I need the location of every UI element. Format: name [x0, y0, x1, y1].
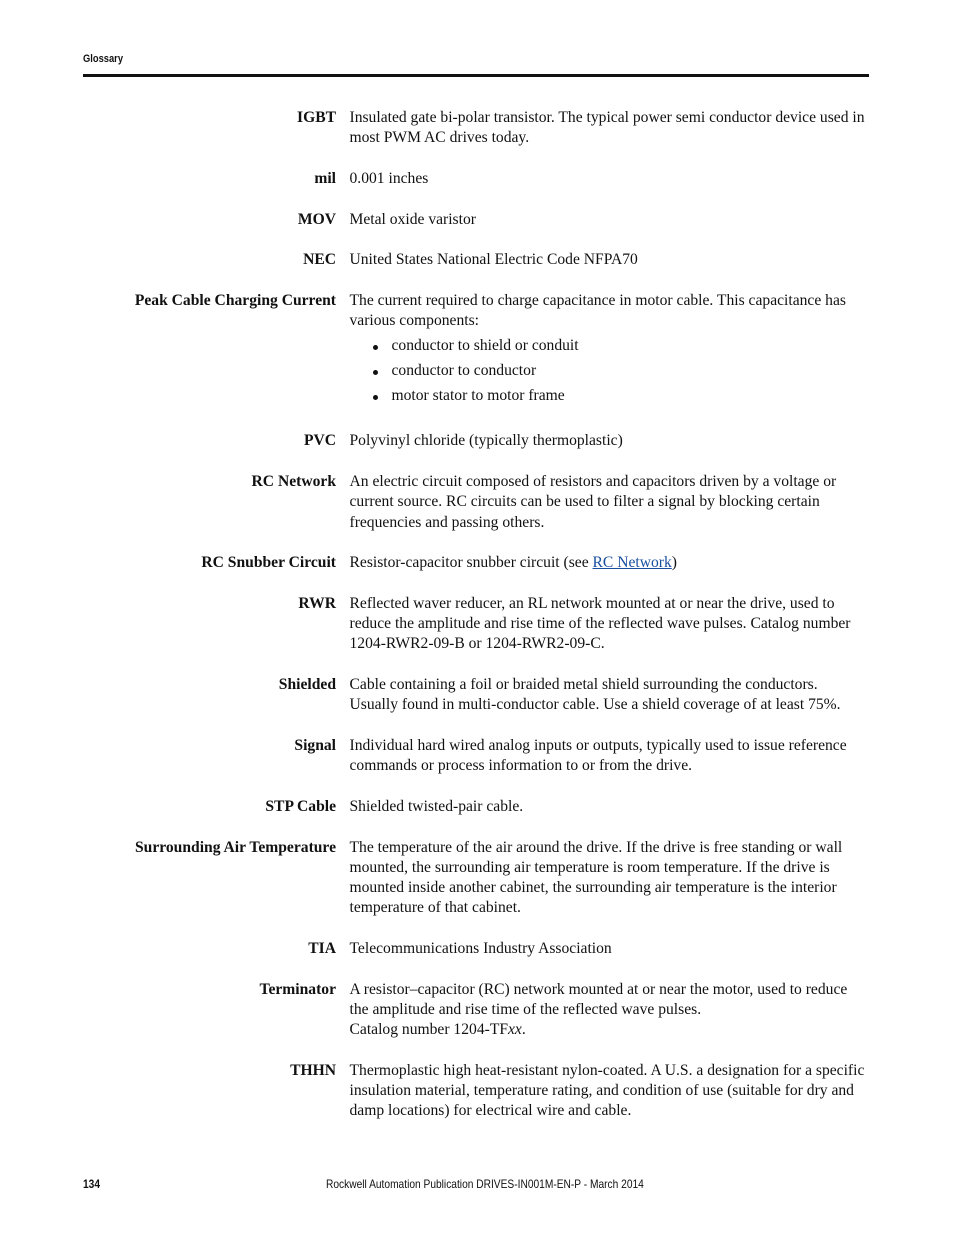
glossary-definition: The temperature of the air around the drive. If the drive is free standing or wall mounted, the surrounding air temperature is room temperature. If the drive is mounted inside another cabinet, the surrounding air temperature is the interior temperature of that cabinet. [349, 838, 843, 917]
bullet-icon [373, 370, 378, 375]
glossary-entry [83, 210, 869, 230]
glossary-term: Signal [294, 736, 336, 754]
glossary-term: STP Cable [265, 797, 336, 815]
glossary-term: PVC [303, 432, 336, 450]
glossary-entry [83, 594, 869, 655]
glossary-definition [350, 291, 869, 411]
glossary-entry [83, 169, 869, 189]
glossary-definition: Insulated gate bi-polar transistor. The typical power semi conductor device used in most PWM AC drives today. [349, 109, 865, 147]
glossary-entry [83, 939, 869, 959]
glossary-entry [83, 797, 869, 817]
glossary-definition [350, 553, 869, 573]
glossary-definition [350, 980, 869, 1041]
glossary-term: mil [314, 169, 336, 187]
glossary-definition: Thermoplastic high heat-resistant nylon-coated. A U.S. a designation for a specific insulation material, temperature rating, and condition of use (suitable for dry and damp locations) for electrical wire and cable. [349, 1061, 865, 1120]
glossary-entry [83, 736, 869, 776]
glossary-entry [83, 1061, 869, 1122]
bullet-icon [373, 395, 378, 400]
definition-text: Resistor-capacitor snubber circuit (see [349, 554, 593, 572]
glossary-entry [83, 838, 869, 919]
glossary-definition: United States National Electric Code NFPA70 [349, 251, 638, 269]
glossary-definition: Cable containing a foil or braided metal shield surrounding the conductors. Usually found in multi-conductor cable. Use a shield coverage of at least 75%. [349, 676, 841, 714]
glossary-definition: An electric circuit composed of resistors and capacitors driven by a voltage or current source. RC circuits can be used to filter a signal by blocking certain frequencies and passing others. [349, 473, 837, 531]
page-number: 134 [83, 1177, 101, 1191]
glossary-entry [83, 291, 869, 411]
glossary-entry [83, 250, 869, 270]
catalog-prefix: Catalog number 1204-TF [349, 1020, 509, 1038]
header-rule [83, 74, 869, 77]
glossary-list [83, 108, 869, 1142]
glossary-term: THHN [290, 1061, 336, 1079]
catalog-variable: xx [508, 1020, 522, 1038]
catalog-suffix: . [521, 1020, 526, 1038]
definition-text: The current required to charge capacitance in motor cable. This capacitance has various components: [349, 292, 846, 330]
list-item [350, 386, 869, 406]
glossary-definition: Polyvinyl chloride (typically thermoplastic) [349, 432, 623, 450]
running-header: Glossary [83, 53, 124, 65]
glossary-definition: Reflected waver reducer, an RL network mounted at or near the drive, used to reduce the amplitude and rise time of the reflected wave pulses. Catalog number 1204-RWR2-09-B or 1204-RWR2-09-C. [349, 594, 851, 653]
list-item-text: conductor to conductor [391, 361, 537, 379]
glossary-term: RC Snubber Circuit [201, 554, 336, 572]
rc-network-link[interactable]: RC Network [592, 554, 672, 572]
glossary-definition: Individual hard wired analog inputs or outputs, typically used to issue reference commands or process information to or from the drive. [349, 736, 847, 775]
glossary-definition: Telecommunications Industry Association [349, 939, 612, 957]
glossary-definition: Metal oxide varistor [349, 210, 476, 228]
list-item-text: conductor to shield or conduit [391, 336, 579, 354]
glossary-term: RWR [298, 594, 336, 612]
publication-footer: Rockwell Automation Publication DRIVES-IN001M-EN-P - March 2014 [326, 1177, 644, 1191]
list-item-text: motor stator to motor frame [391, 386, 565, 404]
glossary-entry [83, 553, 869, 573]
list-item [350, 336, 869, 356]
glossary-term: RC Network [251, 473, 336, 491]
glossary-entry [83, 675, 869, 715]
bullet-list [350, 336, 869, 406]
glossary-entry [83, 108, 869, 148]
glossary-term: NEC [303, 251, 336, 269]
list-item [350, 361, 869, 381]
glossary-entry [83, 980, 869, 1041]
glossary-entry [83, 472, 869, 533]
glossary-term: IGBT [297, 109, 336, 126]
glossary-term: Shielded [278, 676, 336, 694]
glossary-definition: Shielded twisted-pair cable. [349, 797, 524, 815]
glossary-term: Peak Cable Charging Current [134, 292, 336, 310]
glossary-entry [83, 431, 869, 451]
catalog-number [350, 1020, 869, 1040]
glossary-term: Terminator [259, 980, 336, 998]
glossary-term: Surrounding Air Temperature [134, 838, 336, 856]
definition-text: A resistor–capacitor (RC) network mounted at or near the motor, used to reduce the amplitude and rise time of the reflected wave pulses. [349, 980, 848, 1018]
glossary-term: MOV [297, 210, 336, 228]
glossary-definition: 0.001 inches [349, 169, 429, 187]
bullet-icon [373, 345, 378, 350]
glossary-term: TIA [308, 939, 336, 957]
definition-text: ) [671, 554, 677, 572]
